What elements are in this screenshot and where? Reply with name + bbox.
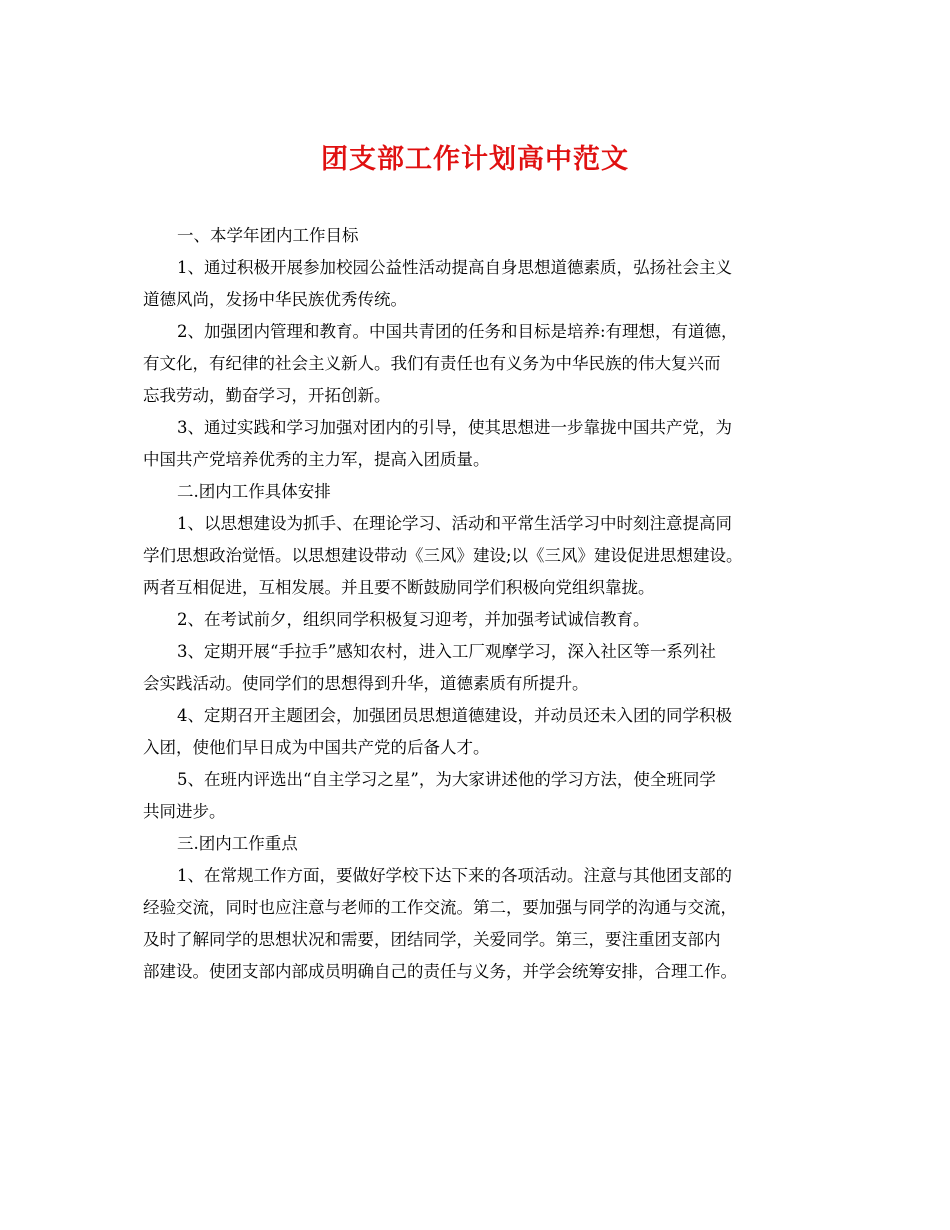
document-line: 会实践活动。使同学们的思想得到升华，道德素质有所提升。: [143, 674, 589, 693]
document-line: 1、在常规工作方面，要做好学校下达下来的各项活动。注意与其他团支部的: [177, 866, 732, 885]
document-line: 一、本学年团内工作目标: [177, 226, 359, 245]
document-line: 1、以思想建设为抓手、在理论学习、活动和平常生活学习中时刻注意提高同: [177, 514, 732, 533]
document-line: 5、在班内评选出“自主学习之星”，为大家讲述他的学习方法，使全班同学: [177, 770, 716, 789]
document-line: 2、在考试前夕，组织同学积极复习迎考，并加强考试诚信教育。: [177, 610, 650, 629]
document-line: 3、定期开展“手拉手”感知农村，进入工厂观摩学习，深入社区等一系列社: [177, 642, 716, 661]
document-line: 及时了解同学的思想状况和需要，团结同学，关爱同学。第三，要注重团支部内: [143, 930, 721, 949]
document-line: 入团，使他们早日成为中国共产党的后备人才。: [143, 738, 490, 757]
document-line: 共同进步。: [143, 802, 226, 821]
document-line: 忘我劳动，勤奋学习，开拓创新。: [143, 386, 391, 405]
document-title: 团支部工作计划高中范文: [321, 144, 629, 175]
document-line: 经验交流，同时也应注意与老师的工作交流。第二，要加强与同学的沟通与交流，: [143, 898, 737, 917]
document-line: 3、通过实践和学习加强对团内的引导，使其思想进一步靠拢中国共产党，为: [177, 418, 732, 437]
document-line: 部建设。使团支部内部成员明确自己的责任与义务，并学会统筹安排，合理工作。: [143, 962, 737, 981]
document-line: 三.团内工作重点: [177, 834, 298, 853]
document-line: 二.团内工作具体安排: [177, 482, 331, 501]
document-line: 中国共产党培养优秀的主力军，提高入团质量。: [143, 450, 490, 469]
document-body: [143, 220, 815, 988]
document-line: 4、定期召开主题团会，加强团员思想道德建设，并动员还未入团的同学积极: [177, 706, 732, 725]
document-line: 道德风尚，发扬中华民族优秀传统。: [143, 290, 407, 309]
document-line: 1、通过积极开展参加校园公益性活动提高自身思想道德素质，弘扬社会主义: [177, 258, 732, 277]
document-line: 学们思想政治觉悟。以思想建设带动《三风》建设;以《三风》建设促进思想建设。: [143, 546, 743, 565]
document-line: 2、加强团内管理和教育。中国共青团的任务和目标是培养:有理想，有道德，: [177, 322, 738, 341]
document-line: 两者互相促进，互相发展。并且要不断鼓励同学们积极向党组织靠拢。: [143, 578, 655, 597]
document-line: 有文化，有纪律的社会主义新人。我们有责任也有义务为中华民族的伟大复兴而: [143, 354, 721, 373]
